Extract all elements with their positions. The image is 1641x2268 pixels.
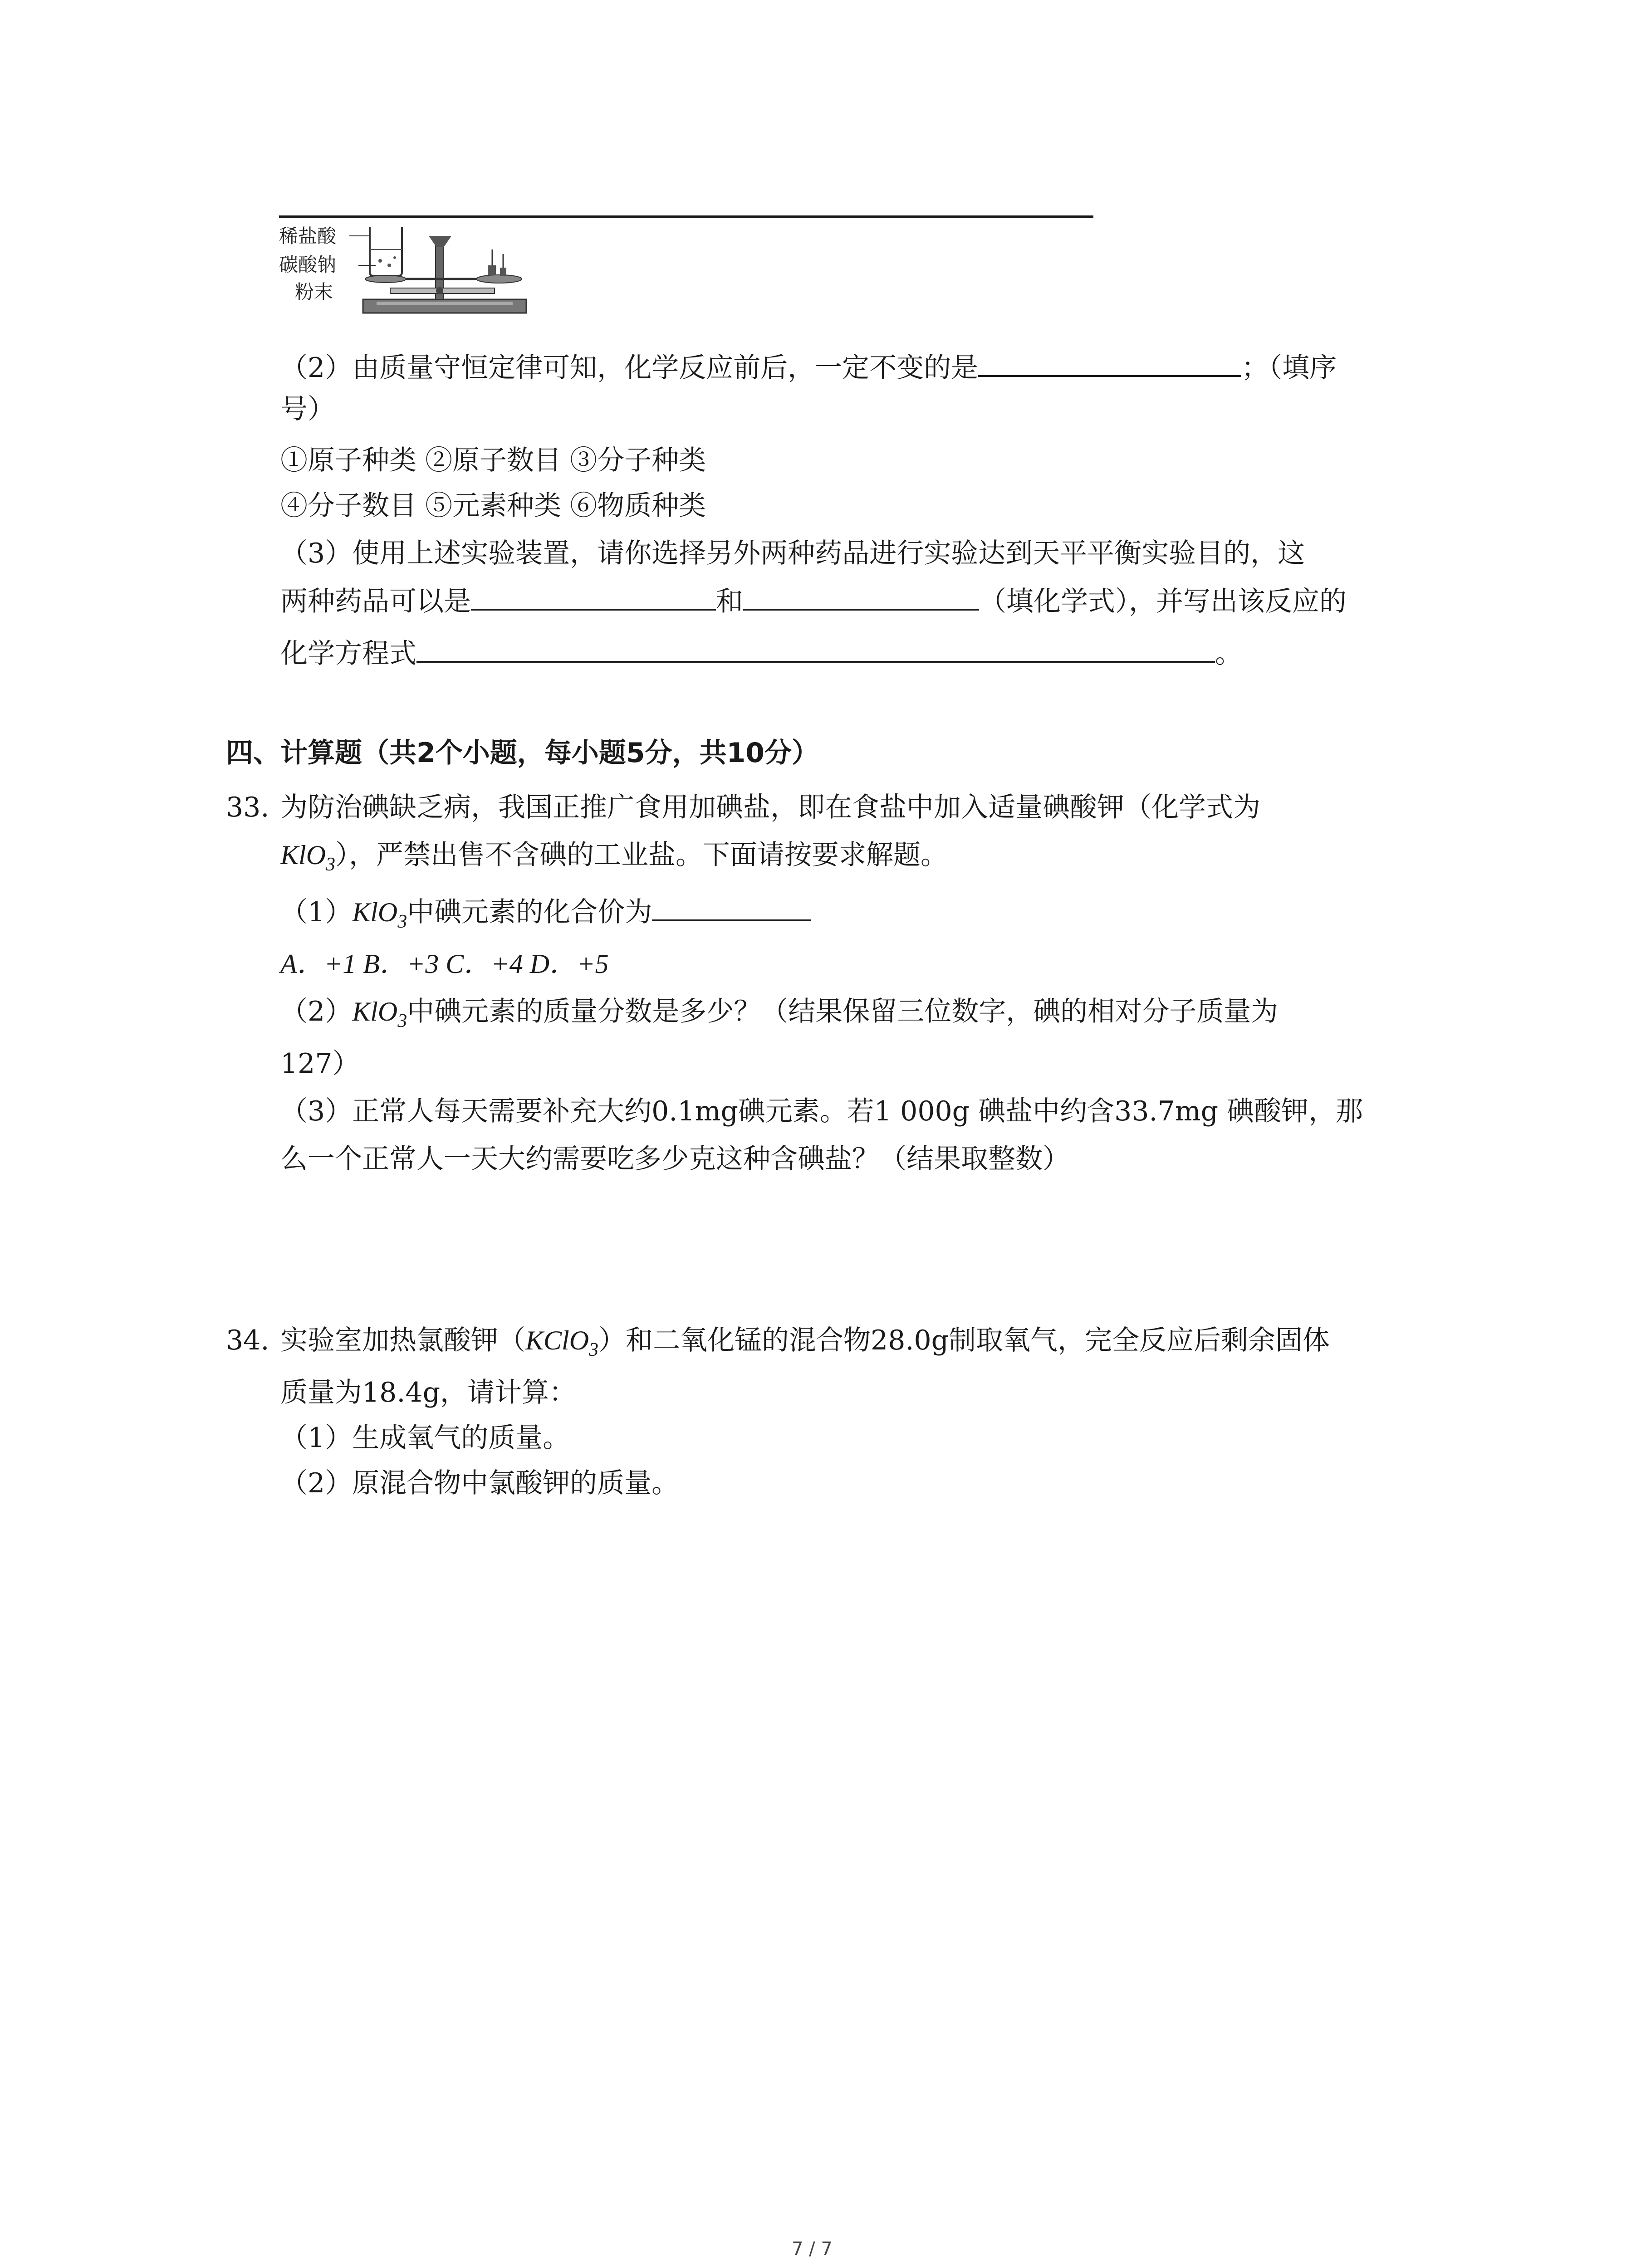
q32-part3-text-e: 。 (1215, 638, 1242, 670)
q33-part2-formula-sub: 3 (397, 1011, 407, 1031)
q32-part3-line1: （3）使用上述实验装置，请你选择另外两种药品进行实验达到天平平衡实验目的，这 (280, 538, 1305, 569)
q34-number: 34. (226, 1325, 269, 1356)
q34-formula-sub: 3 (589, 1339, 599, 1360)
q34-part1: （1）生成氧气的质量。 (280, 1422, 570, 1454)
q33-part1-formula: KlO (352, 897, 398, 927)
q33-line1: 为防治碘缺乏病，我国正推广食用加碘盐，即在食盐中加入适量碘酸钾（化学式为 (280, 792, 1260, 823)
q32-part3-text-c: （填化学式），并写出该反应的 (979, 586, 1347, 617)
q32-part3-text-d: 化学方程式 (280, 638, 416, 670)
q33-part2-cont: 127） (280, 1048, 360, 1080)
q33-part2-prefix: （2） (280, 996, 353, 1027)
q34-line2: 质量为18.4g，请计算： (280, 1377, 577, 1408)
q32-options-1: ①原子种类 ②原子数目 ③分子种类 (280, 445, 706, 476)
q33-line2-tail: ），严禁出售不含碘的工业盐。下面请按要求解题。 (335, 839, 948, 871)
top-rule (279, 215, 1093, 218)
q33-choices: A．+1 B．+3 C．+4 D．+5 (280, 949, 609, 979)
q32-equation-blank[interactable] (416, 633, 1215, 663)
q32-part2-tail: ；（填序 (1241, 352, 1337, 384)
q33-part1-prefix: （1） (280, 896, 353, 928)
q33-formula: KlO (280, 840, 326, 870)
balance-figure (277, 222, 531, 318)
q34-line1-b: ）和二氧化锰的混合物28.0g制取氧气，完全反应后剩余固体 (598, 1325, 1330, 1356)
label-sodium-carbonate: 碳酸钠 (279, 254, 337, 276)
q33-part2-formula: KlO (352, 997, 398, 1026)
balance-icon (331, 222, 531, 318)
q32-part3-line3 (280, 633, 1242, 672)
q33-part1 (280, 891, 811, 940)
q33-line2 (280, 837, 948, 883)
q33-part3-line2: 么一个正常人一天大约需要吃多少克这种含碘盐？（结果取整数） (280, 1143, 1070, 1175)
q33-valence-blank[interactable] (652, 891, 811, 921)
q33-part2-suffix: 中碘元素的质量分数是多少？（结果保留三位数字，碘的相对分子质量为 (407, 996, 1279, 1027)
q32-part2 (280, 347, 1337, 386)
q33-part2 (280, 993, 1278, 1039)
q33-part3-line1: （3）正常人每天需要补充大约0.1mg碘元素。若1 000g 碘盐中约含33.7mg 碘酸钾，那 (280, 1095, 1363, 1127)
q34-line1 (280, 1322, 1330, 1368)
q32-part2-blank[interactable] (978, 347, 1241, 377)
q33-formula-sub: 3 (326, 854, 336, 875)
q32-chem-blank-2[interactable] (743, 581, 979, 611)
page-number: 7 / 7 (792, 2239, 833, 2259)
q32-options-2: ④分子数目 ⑤元素种类 ⑥物质种类 (280, 490, 706, 522)
q33-part1-suffix: 中碘元素的化合价为 (407, 896, 652, 928)
q32-part3-line2 (280, 581, 1347, 620)
q32-part3-text-b: 和 (716, 586, 743, 617)
label-dilute-hcl: 稀盐酸 (279, 225, 337, 247)
q34-line1-a: 实验室加热氯酸钾（ (280, 1325, 525, 1356)
label-powder: 粉末 (295, 281, 333, 303)
q33-part1-formula-sub: 3 (397, 911, 407, 932)
q34-part2: （2）原混合物中氯酸钾的质量。 (280, 1467, 679, 1499)
q32-part2-text: （2）由质量守恒定律可知，化学反应前后，一定不变的是 (280, 352, 979, 384)
q32-chem-blank-1[interactable] (471, 581, 716, 611)
q32-part2-cont: 号） (280, 393, 335, 425)
q32-part3-text-a: 两种药品可以是 (280, 586, 471, 617)
section-4-heading: 四、计算题（共2个小题，每小题5分，共10分） (226, 737, 819, 769)
q33-number: 33. (226, 792, 269, 823)
q34-formula: KClO (525, 1325, 589, 1355)
